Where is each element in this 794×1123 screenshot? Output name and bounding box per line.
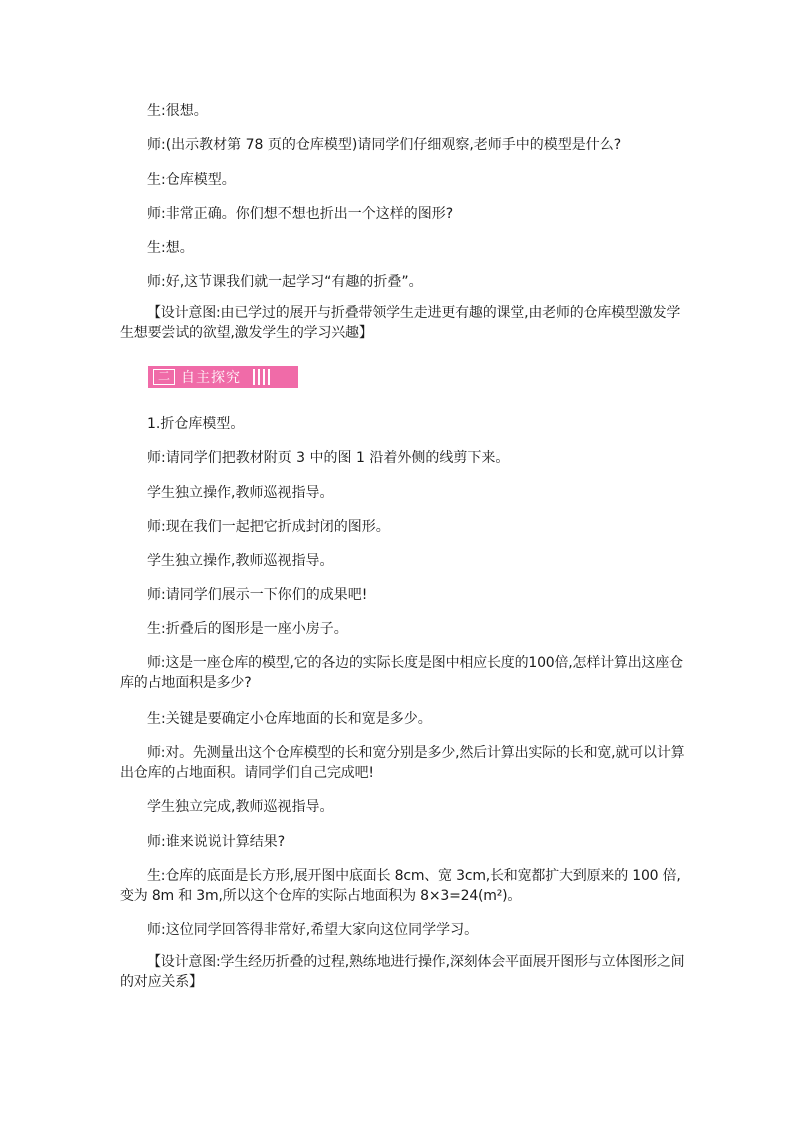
- dialogue-line: 学生独立操作,教师巡视指导。: [147, 485, 334, 501]
- dialogue-line: 师:这是一座仓库的模型,它的各边的实际长度是图中相应长度的100倍,怎样计算出这座仓库的占地面积是多少?: [120, 655, 683, 691]
- section-number: 二: [153, 369, 175, 385]
- dialogue-line: 师:非常正确。你们想不想也折出一个这样的图形?: [147, 206, 454, 222]
- dialogue-line: 师:现在我们一起把它折成封闭的图形。: [147, 519, 390, 535]
- dialogue-line: 生:仓库的底面是长方形,展开图中底面长 8cm、宽 3cm,长和宽都扩大到原来的 100 倍,变为 8m 和 3m,所以这个仓库的实际占地面积为 8×3=24(m²)。: [120, 868, 681, 904]
- dialogue-line: 师:谁来说说计算结果?: [147, 834, 286, 850]
- banner-stripes: [253, 369, 270, 385]
- dialogue-line: 学生独立操作,教师巡视指导。: [147, 553, 334, 569]
- dialogue-line: 师:对。先测量出这个仓库模型的长和宽分别是多少,然后计算出实际的长和宽,就可以计算出仓库的占地面积。请同学们自己完成吧!: [120, 745, 685, 781]
- dialogue-line: 生:很想。: [147, 103, 208, 119]
- design-intent-note: 【设计意图:由已学过的展开与折叠带领学生走进更有趣的课堂,由老师的仓库模型激发学生想要尝试的欲望,激发学生的学习兴趣】: [120, 305, 681, 341]
- dialogue-line: 学生独立完成,教师巡视指导。: [147, 799, 334, 815]
- dialogue-line: 生:仓库模型。: [147, 172, 236, 188]
- dialogue-line: 师:好,这节课我们就一起学习“有趣的折叠”。: [147, 274, 423, 290]
- dialogue-line: 生:关键是要确定小仓库地面的长和宽是多少。: [147, 711, 432, 727]
- section-title: 自主探究: [181, 370, 241, 386]
- section-banner: [148, 366, 298, 388]
- dialogue-line: 师:请同学们展示一下你们的成果吧!: [147, 587, 368, 603]
- dialogue-line: 师:请同学们把教材附页 3 中的图 1 沿着外侧的线剪下来。: [147, 450, 510, 466]
- design-intent-note: 【设计意图:学生经历折叠的过程,熟练地进行操作,深刻体会平面展开图形与立体图形之间的对应关系】: [120, 954, 685, 990]
- dialogue-line: 生:折叠后的图形是一座小房子。: [147, 621, 348, 637]
- dialogue-line: 师:这位同学回答得非常好,希望大家向这位同学学习。: [147, 922, 479, 938]
- dialogue-line: 师:(出示教材第 78 页的仓库模型)请同学们仔细观察,老师手中的模型是什么?: [147, 137, 622, 153]
- step-heading: 1.折仓库模型。: [147, 416, 245, 432]
- dialogue-line: 生:想。: [147, 240, 194, 256]
